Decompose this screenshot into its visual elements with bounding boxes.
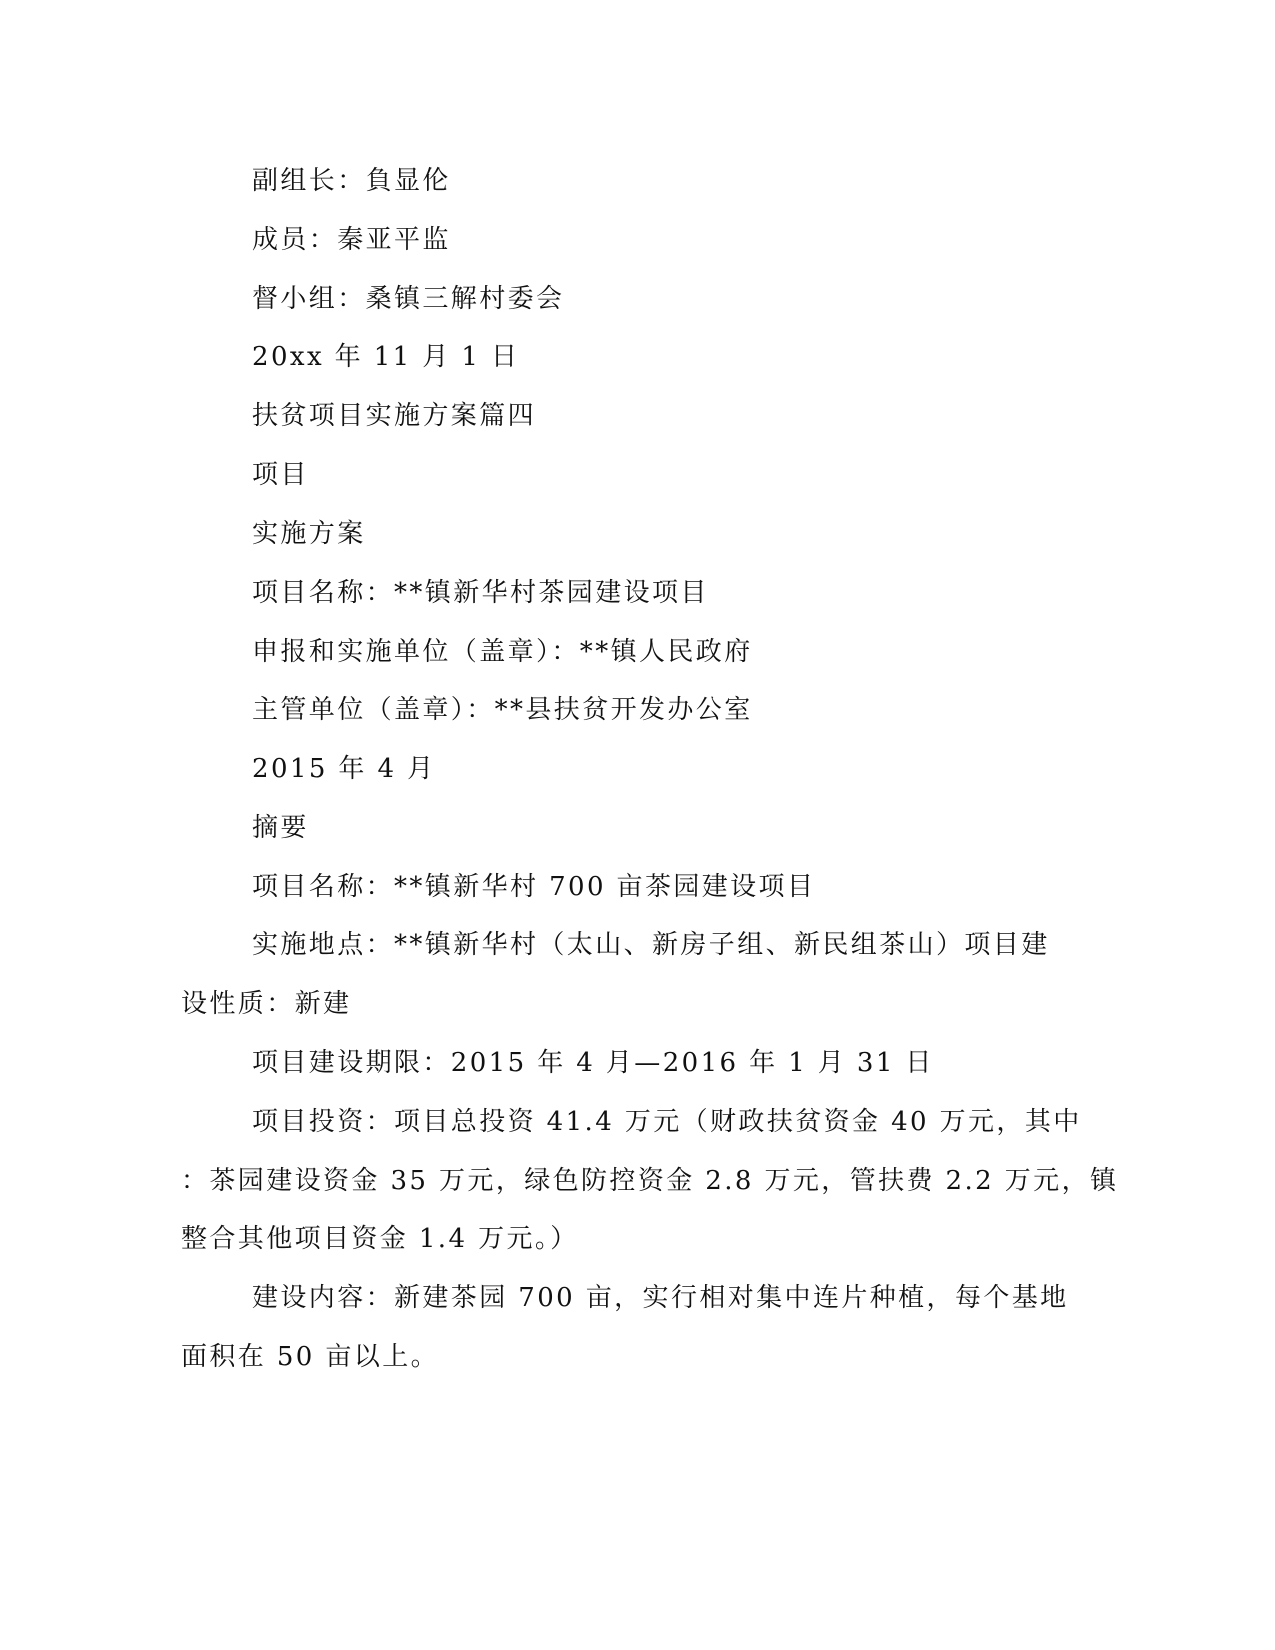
supervision-group-line: 督小组：桑镇三解村委会	[252, 284, 565, 314]
implementation-site-line-2: 设性质：新建	[181, 989, 352, 1019]
cover-title-line-1: 项目	[252, 460, 309, 490]
section-heading: 扶贫项目实施方案篇四	[252, 401, 537, 431]
cover-date-line: 2015 年 4 月	[252, 754, 436, 784]
investment-line-2: ：茶园建设资金 35 万元，绿色防控资金 2.8 万元，管扶费 2.2 万元，镇	[181, 1166, 1119, 1196]
members-line: 成员：秦亚平监	[252, 225, 451, 255]
applicant-unit-line: 申报和实施单位（盖章）：**镇人民政府	[252, 637, 753, 667]
supervising-unit-line: 主管单位（盖章）：**县扶贫开发办公室	[252, 695, 753, 725]
cover-title-line-2: 实施方案	[252, 519, 366, 549]
date-line: 20xx 年 11 月 1 日	[252, 342, 520, 372]
abstract-heading: 摘要	[252, 813, 309, 843]
construction-content-line-2: 面积在 50 亩以上。	[181, 1342, 440, 1372]
investment-line-1: 项目投资：项目总投资 41.4 万元（财政扶贫资金 40 万元，其中	[252, 1107, 1082, 1137]
deputy-leader-line: 副组长：負显伦	[252, 166, 451, 196]
construction-content-line-1: 建设内容：新建茶园 700 亩，实行相对集中连片种植，每个基地	[252, 1283, 1069, 1313]
implementation-site-line-1: 实施地点：**镇新华村（太山、新房子组、新民组茶山）项目建	[252, 930, 1050, 960]
abstract-project-name: 项目名称：**镇新华村 700 亩茶园建设项目	[252, 872, 816, 902]
construction-period-line: 项目建设期限：2015 年 4 月—2016 年 1 月 31 日	[252, 1048, 934, 1078]
investment-line-3: 整合其他项目资金 1.4 万元。）	[181, 1224, 579, 1254]
project-name-line: 项目名称：**镇新华村茶园建设项目	[252, 578, 709, 608]
